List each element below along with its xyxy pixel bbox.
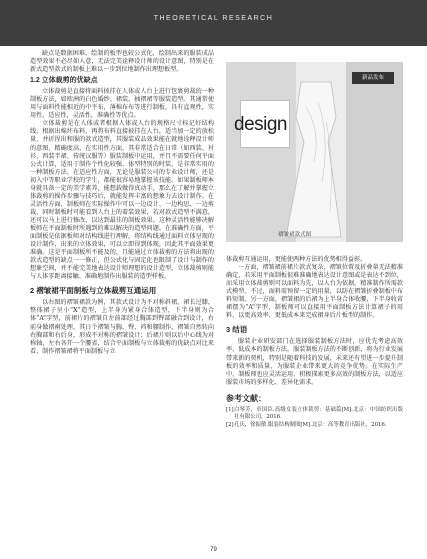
dress-figure-image [226, 62, 403, 242]
page-header [0, 0, 427, 46]
reference-text: 白琴芳，章国臣.高级女装立体裁剪：基础篇[M].北京：中国纺织出版社有限公司，2016. [234, 406, 403, 421]
figure-word: design [234, 114, 287, 135]
section-heading: 1.2 立体裁剪的优缺点 [30, 77, 98, 85]
paragraph: 以右图的褶皱裙款为例，其款式设计为不对称斜裙，裙长过膝，整体裙子呈小“X”造型，上半身为紧身合体造型，下半身则为合体“A”字型，前裙片的褶皱自左前部经过胸部到臀部融合到设计，右前身做褶裥处理，其日个褶皱与胸、臀、裆和腰制作，褶皱自然转向右胸部和右后身，形成不对称的褶皱设计；后裙片则以后中心线为对称轴，左右各开一个腰省，结合平面制板与立体裁剪的优缺点对比来看，制作褶皱裙将平面制板与立 [30, 299, 214, 355]
section-heading: 3 结语 [226, 325, 248, 335]
reference-item [226, 422, 403, 430]
reference-number: [1] [226, 406, 234, 413]
figure-tag: 新品发布 [352, 72, 394, 84]
reference-number: [2] [226, 421, 234, 428]
reference-item [226, 407, 403, 422]
left-column [30, 50, 214, 356]
section-heading: 2 褶皱裙平面制板与立体裁剪互通运用 [30, 286, 157, 296]
paragraph: 体裁剪互通运用，更能使两种方法的优势相得益彰。 [226, 256, 367, 263]
page-number: 79 [210, 547, 217, 553]
references-title: 参考文献： [226, 393, 266, 403]
paragraph: 缺点是数据困难，绘制的板型也较公式化，绘制出来的服装成品造型效果不必尽如人意，无法完美诠释设计师的设计意图，特别是在新式造型款式的制板上难以一步到位地制作出理想板型。 [30, 50, 214, 74]
reference-text: 孔庆，徐振敏.服装结构制图[M].北京：高等教育出版社，2016. [234, 421, 387, 428]
header-title: THEORETICAL RESEARCH [153, 15, 274, 22]
dress-illustration [226, 62, 403, 242]
paragraph: 立体裁剪是在人体或者根据人体或人台的规格尺寸标记好结构线，根据出棉坯布料，再将布料直接披挂在人台，适当加一定的放松量，并折捏出和服的款式造型，其服装成品效果能在就地诠释设计师的意图、精确度高，在实用性方面，其非常适合在日常（如西装、衬衫、西装半裙、传统汉服等）服装制板中运用，并且不需要任何平面公式计算，适用于制作个性化较强、体型特别的时装，是非常实用的一种制板方法。在适应性方面，无论是服装公司的专业设计师，还是初入中等职业学校的学生，都能很容易地掌握该技能。如果制板师本身就具备一定的美学素养，能想载做得真动手，那么在了解并掌握立体裁剪的操作步骤与技巧后，就能发挥丰富的想象力去设计制作。在灵活性方面，制板师在实际操作中可以一边设计、一边构思、一边剪裁，同时制板时可能看到人台上的着装效果，若对款式造型不满意，还可以马上进行修改，以达到最佳的制板效果。这种灵活性能够决解板师在平面制板时所遇到的难以解决的造型问题。在准确性方面，平面制板是依据板师对结构线进行理解，将结构线通过面料立体呈现的设计制作，出来的立体效果，可以立即得到体现，因此其平面效果更准确。这是平面制板所不能及的，且能通过立体裁剪的方法将出现的款式造型的缺点一一修正，但公式化与固定化也限制了设计与制作的想象空间，并不能完美地表达设计师理想的设计造型，立体裁剪则能与人体零距离接触、准确地制作出服装的造型样板。 [30, 120, 214, 281]
paragraph: 一方面，褶皱裙前裙片款式复杂，褶皱位置及折叠量无法精准确定，若采用平面制板很难准确地表达设计意图或是表达不到位，而采用立体裁剪则可以面料为先，以人台为依据，精准制作所需款式模型。不过，面料需预留一定的用量，以防在褶皱折叠制板中布料短制。另一方面，褶皱裙的后裙为上半身合体收腰，下半身收省裙摆为“A”字型，制板师可以直接用平面制板方法计算裙子的用料，以更高效率、更低成本来完成裙身后片板型的制作。 [226, 264, 403, 320]
figure-caption: 褶皱裙款式图 [278, 232, 312, 238]
paragraph: 服装企业研发部门在选择服装制板方法时，应优先考虑高效率、低成本的制板方法。服装制板方法的不断创新，将为行业发展带来新的契机，特别是随着科技的发展，未来还有望进一步提升制板的效率和质量，为服装企业带来更大的竞争优势。在实际生产中，制板师也应灵活运用，积极探索更多高效的制板方法，以适应服装市场的多样化、差异化需求。 [226, 338, 403, 386]
right-column [226, 256, 403, 429]
paragraph: 立体裁剪是直接将面料披挂在人体或人台上进行包裹剪裁的一种制板方法，如欧洲的白色婚纱、裙装、抽褶裙等服装造型。其通常使用与面料性能相近的中平布，薄棉布布等进行制板，具有直观性，实用性，适应性，灵活性，准确性等优点。 [30, 88, 214, 120]
